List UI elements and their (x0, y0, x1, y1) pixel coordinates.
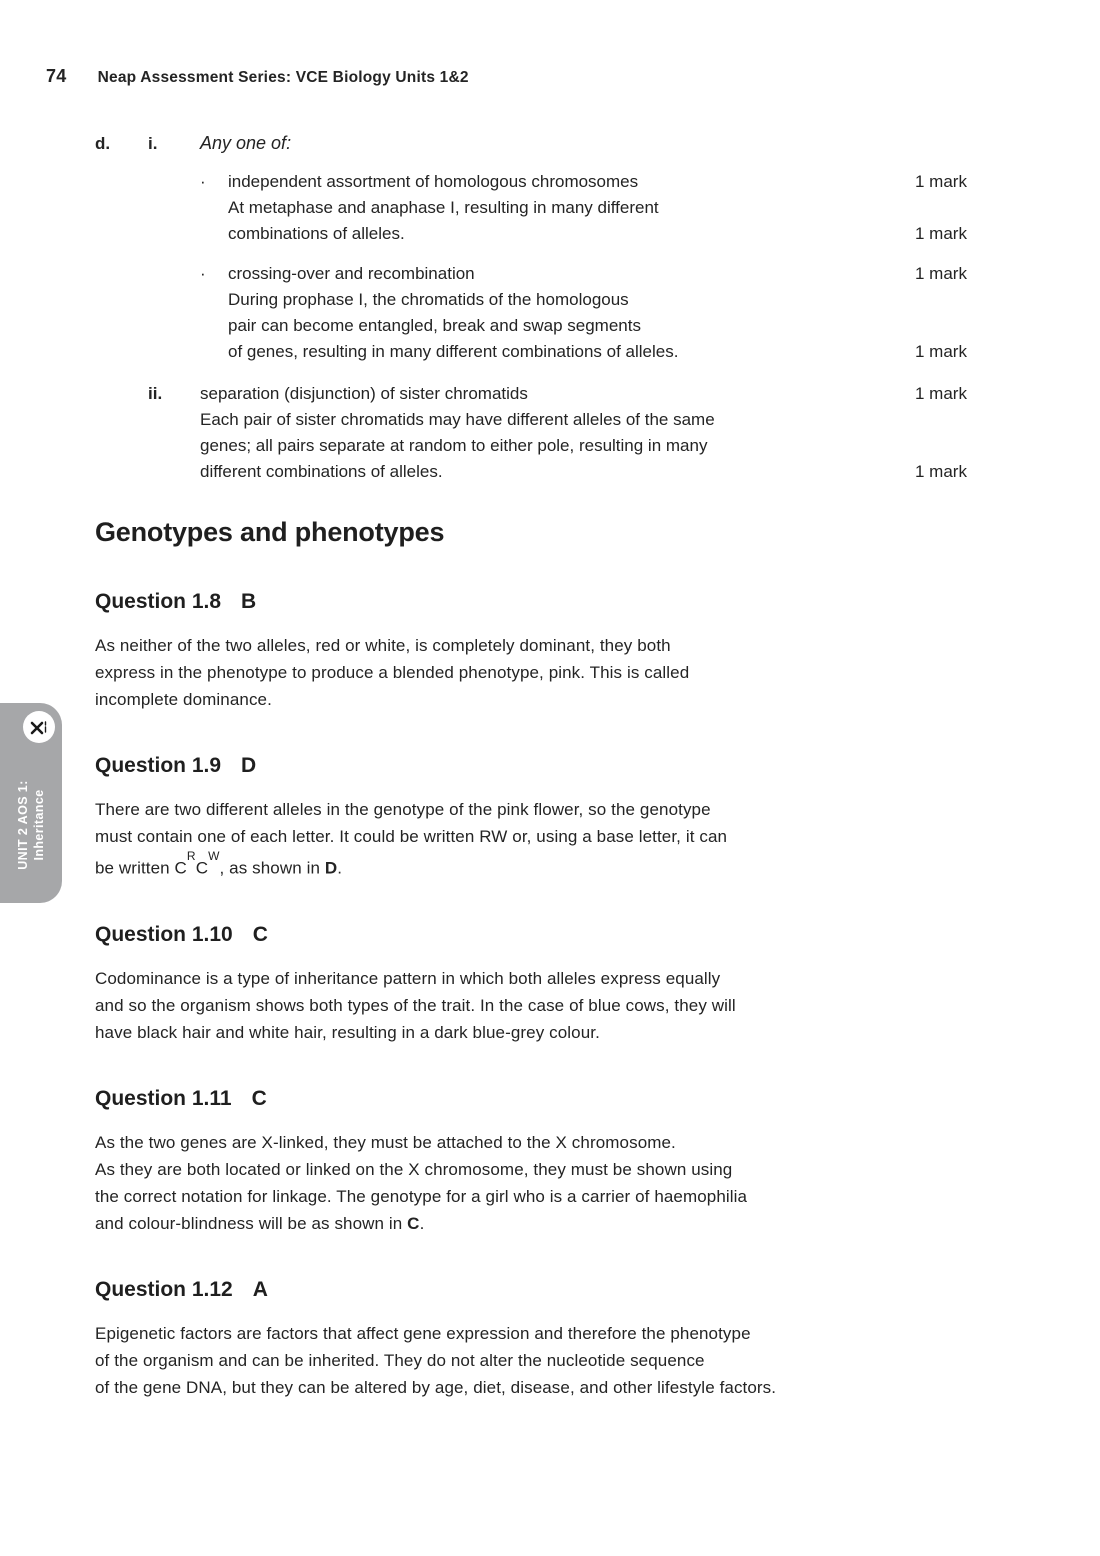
answer-letter: C (251, 1086, 267, 1110)
text-line: As the two genes are X-linked, they must be attached to the X chromosome. (95, 1132, 676, 1152)
answer-letter-inline: D (324, 858, 338, 878)
text-line: There are two different alleles in the genotype of the pink flower, so the genotype (95, 800, 711, 819)
question-label: Question 1.12 (95, 1277, 233, 1301)
answer-letter-inline: C (407, 1213, 420, 1233)
mark-allocation: 1 mark (915, 462, 967, 481)
question-label: Question 1.9 (95, 754, 222, 777)
answer-line (228, 261, 985, 287)
question-1-11-heading (95, 1086, 985, 1112)
mark-allocation (915, 407, 985, 433)
text-line: Codominance is a type of inheritance pattern in which both alleles express equally (95, 968, 721, 988)
answer-line (200, 433, 985, 459)
section-title: Genotypes and phenotypes (95, 517, 445, 547)
mark-allocation: 1 mark (915, 342, 967, 361)
question-1-12-explanation (95, 1320, 985, 1401)
question-1-8-heading (95, 589, 985, 615)
answer-line (228, 195, 985, 221)
answer-line (228, 287, 985, 313)
text-line: As neither of the two alleles, red or white, is completely dominant, they both (95, 636, 671, 655)
page-content (95, 130, 985, 1401)
answer-line (228, 313, 985, 339)
page-number: 74 (46, 66, 67, 86)
question-1-11-explanation (95, 1129, 985, 1237)
question-1-12-heading (95, 1277, 985, 1303)
text-line: have black hair and white hair, resulting in a dark blue-grey colour. (95, 1022, 600, 1042)
answer-line-text: separation (disjunction) of sister chromatids (200, 384, 528, 403)
answer-line-text: pair can become entangled, break and swap segments (228, 316, 641, 335)
answer-line-text: Each pair of sister chromatids may have different alleles of the same (200, 410, 715, 429)
allele-superscript: R (186, 849, 196, 863)
text-line: As they are both located or linked on the X chromosome, they must be shown using (95, 1159, 733, 1179)
label-ii: ii. (148, 384, 163, 403)
bullet-icon: · (200, 264, 206, 283)
answer-line (200, 459, 985, 485)
answer-line-text: At metaphase and anaphase I, resulting in many different (228, 198, 659, 217)
unit-tab-line2: Inheritance (32, 789, 46, 861)
unit-tab-label (15, 745, 47, 905)
mark-allocation: 1 mark (915, 384, 967, 403)
answer-line (200, 381, 985, 407)
text-line: Epigenetic factors are factors that affect gene expression and therefore the phenotype (95, 1323, 751, 1343)
answer-line-text: During prophase I, the chromatids of the homologous (228, 290, 629, 309)
text-line: and so the organism shows both types of the trait. In the case of blue cows, they will (95, 995, 736, 1015)
answer-line-text: crossing-over and recombination (228, 264, 475, 283)
mark-allocation (915, 287, 985, 313)
label-d: d. (95, 134, 111, 153)
answer-line-text: different combinations of alleles. (200, 462, 443, 481)
question-label: Question 1.10 (95, 922, 233, 946)
question-1-9-explanation (95, 796, 985, 882)
neap-logo-icon (23, 711, 55, 743)
question-1-8-explanation (95, 632, 985, 713)
answer-letter: D (241, 754, 257, 777)
answer-line-text: independent assortment of homologous chromosomes (228, 172, 639, 191)
mark-allocation (915, 313, 985, 339)
answer-line-text: of genes, resulting in many different combinations of alleles. (228, 342, 679, 361)
question-1-10-explanation (95, 965, 985, 1046)
text-line-genotype: be written $C^RC^W$, as shown in D. (95, 849, 343, 878)
allele-superscript: W (208, 849, 220, 863)
page-header (46, 66, 469, 87)
answer-d-i-row (95, 130, 985, 157)
text-line: and colour-blindness will be as shown in C. (95, 1213, 425, 1233)
mark-allocation (915, 195, 985, 221)
book-title: Neap Assessment Series: VCE Biology Units 1&2 (97, 69, 469, 86)
answer-line (228, 169, 985, 195)
answer-part-d-ii (148, 381, 985, 485)
unit-tab-line1: UNIT 2 AOS 1: (16, 780, 30, 870)
answer-line (228, 221, 985, 247)
answer-bullet-list (200, 169, 985, 365)
text-line: of the organism and can be inherited. They do not alter the nucleotide sequence (95, 1350, 705, 1370)
bullet-item (200, 169, 985, 247)
mark-allocation: 1 mark (915, 224, 967, 243)
bullet-icon: · (200, 172, 206, 191)
answer-line-text: genes; all pairs separate at random to either pole, resulting in many (200, 436, 708, 455)
answer-letter: B (241, 590, 257, 613)
answer-intro: Any one of: (200, 133, 292, 153)
mark-allocation (915, 433, 985, 459)
question-label: Question 1.11 (95, 1086, 232, 1110)
answer-part-d (95, 130, 985, 485)
question-1-9-heading (95, 753, 985, 779)
text-line: express in the phenotype to produce a blended phenotype, pink. This is called (95, 663, 690, 682)
mark-allocation: 1 mark (915, 172, 967, 191)
text-line: must contain one of each letter. It could be written RW or, using a base letter, it can (95, 827, 728, 846)
answer-line (200, 407, 985, 433)
text-line: the correct notation for linkage. The genotype for a girl who is a carrier of haemophilia (95, 1186, 748, 1206)
bullet-item (200, 261, 985, 365)
question-label: Question 1.8 (95, 590, 222, 613)
text-line: of the gene DNA, but they can be altered by age, diet, disease, and other lifestyle factors. (95, 1377, 777, 1397)
text-line: incomplete dominance. (95, 690, 272, 709)
sidebar-unit-tab (0, 703, 62, 903)
answer-letter: C (252, 922, 268, 946)
label-i: i. (148, 134, 158, 153)
question-1-10-heading (95, 922, 985, 948)
answer-line (228, 339, 985, 365)
mark-allocation: 1 mark (915, 264, 967, 283)
answer-line-text: combinations of alleles. (228, 224, 405, 243)
answer-letter: A (252, 1277, 268, 1301)
